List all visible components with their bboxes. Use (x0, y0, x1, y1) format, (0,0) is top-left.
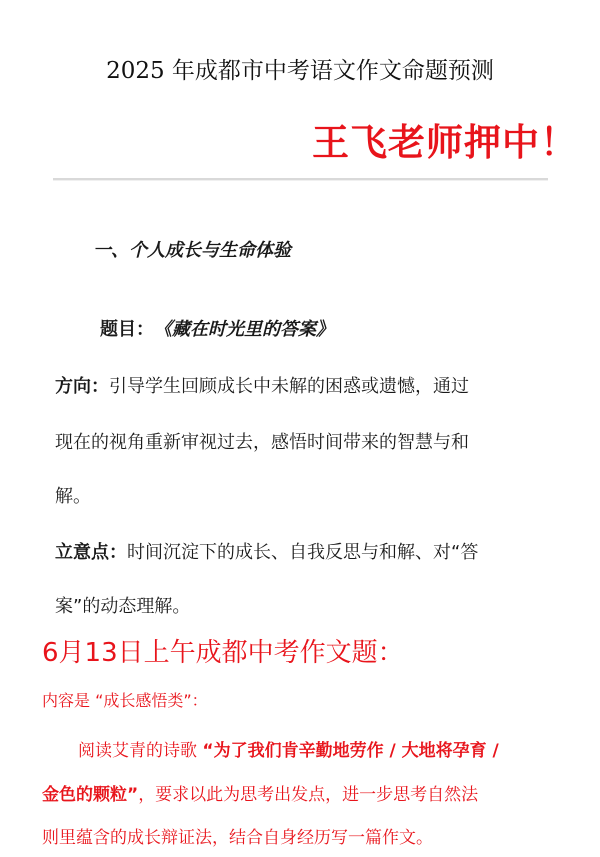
exam-content-line: 内容是 “成长感悟类”： (42, 691, 208, 710)
topic-title: 《藏在时光里的答案》 (154, 319, 334, 340)
highlight-stamp: 王飞老师押中！ (312, 121, 578, 164)
exam-line-2-rest: ，要求以此为思考出发点，进一步思考自然法 (138, 785, 479, 805)
section-heading: 一、个人成长与生命体验 (93, 240, 291, 261)
direction-line-3: 解。 (55, 486, 91, 507)
exam-line-1-prefix: 阅读艾青的诗歌 (78, 741, 203, 761)
theme-text-1: 时间沉淀下的成长、自我反思与和解、对“答 (127, 542, 479, 563)
topic-line (100, 315, 334, 341)
exam-line-1 (78, 736, 499, 761)
poem-quote-part-2: 金色的颗粒” (42, 785, 139, 805)
topic-label: 题目： (100, 319, 154, 340)
theme-line-1 (55, 538, 478, 564)
direction-line-1 (55, 372, 469, 398)
exam-line-3: 则里蕴含的成长辩证法，结合自身经历写一篇作文。 (42, 828, 433, 848)
exam-line-2 (42, 780, 478, 805)
divider (53, 178, 548, 181)
theme-label: 立意点： (55, 542, 127, 563)
exam-heading: 6月13日上午成都中考作文题： (42, 638, 404, 668)
poem-quote-part-1: “为了我们肯辛勤地劳作 / 大地将孕育 / (202, 741, 499, 761)
direction-line-2: 现在的视角重新审视过去，感悟时间带来的智慧与和 (55, 432, 469, 453)
page-title: 2025 年成都市中考语文作文命题预测 (106, 58, 494, 84)
theme-line-2: 案”的动态理解。 (55, 596, 191, 617)
direction-text-1: 引导学生回顾成长中未解的困惑或遗憾，通过 (109, 376, 469, 397)
direction-label: 方向： (55, 376, 109, 397)
